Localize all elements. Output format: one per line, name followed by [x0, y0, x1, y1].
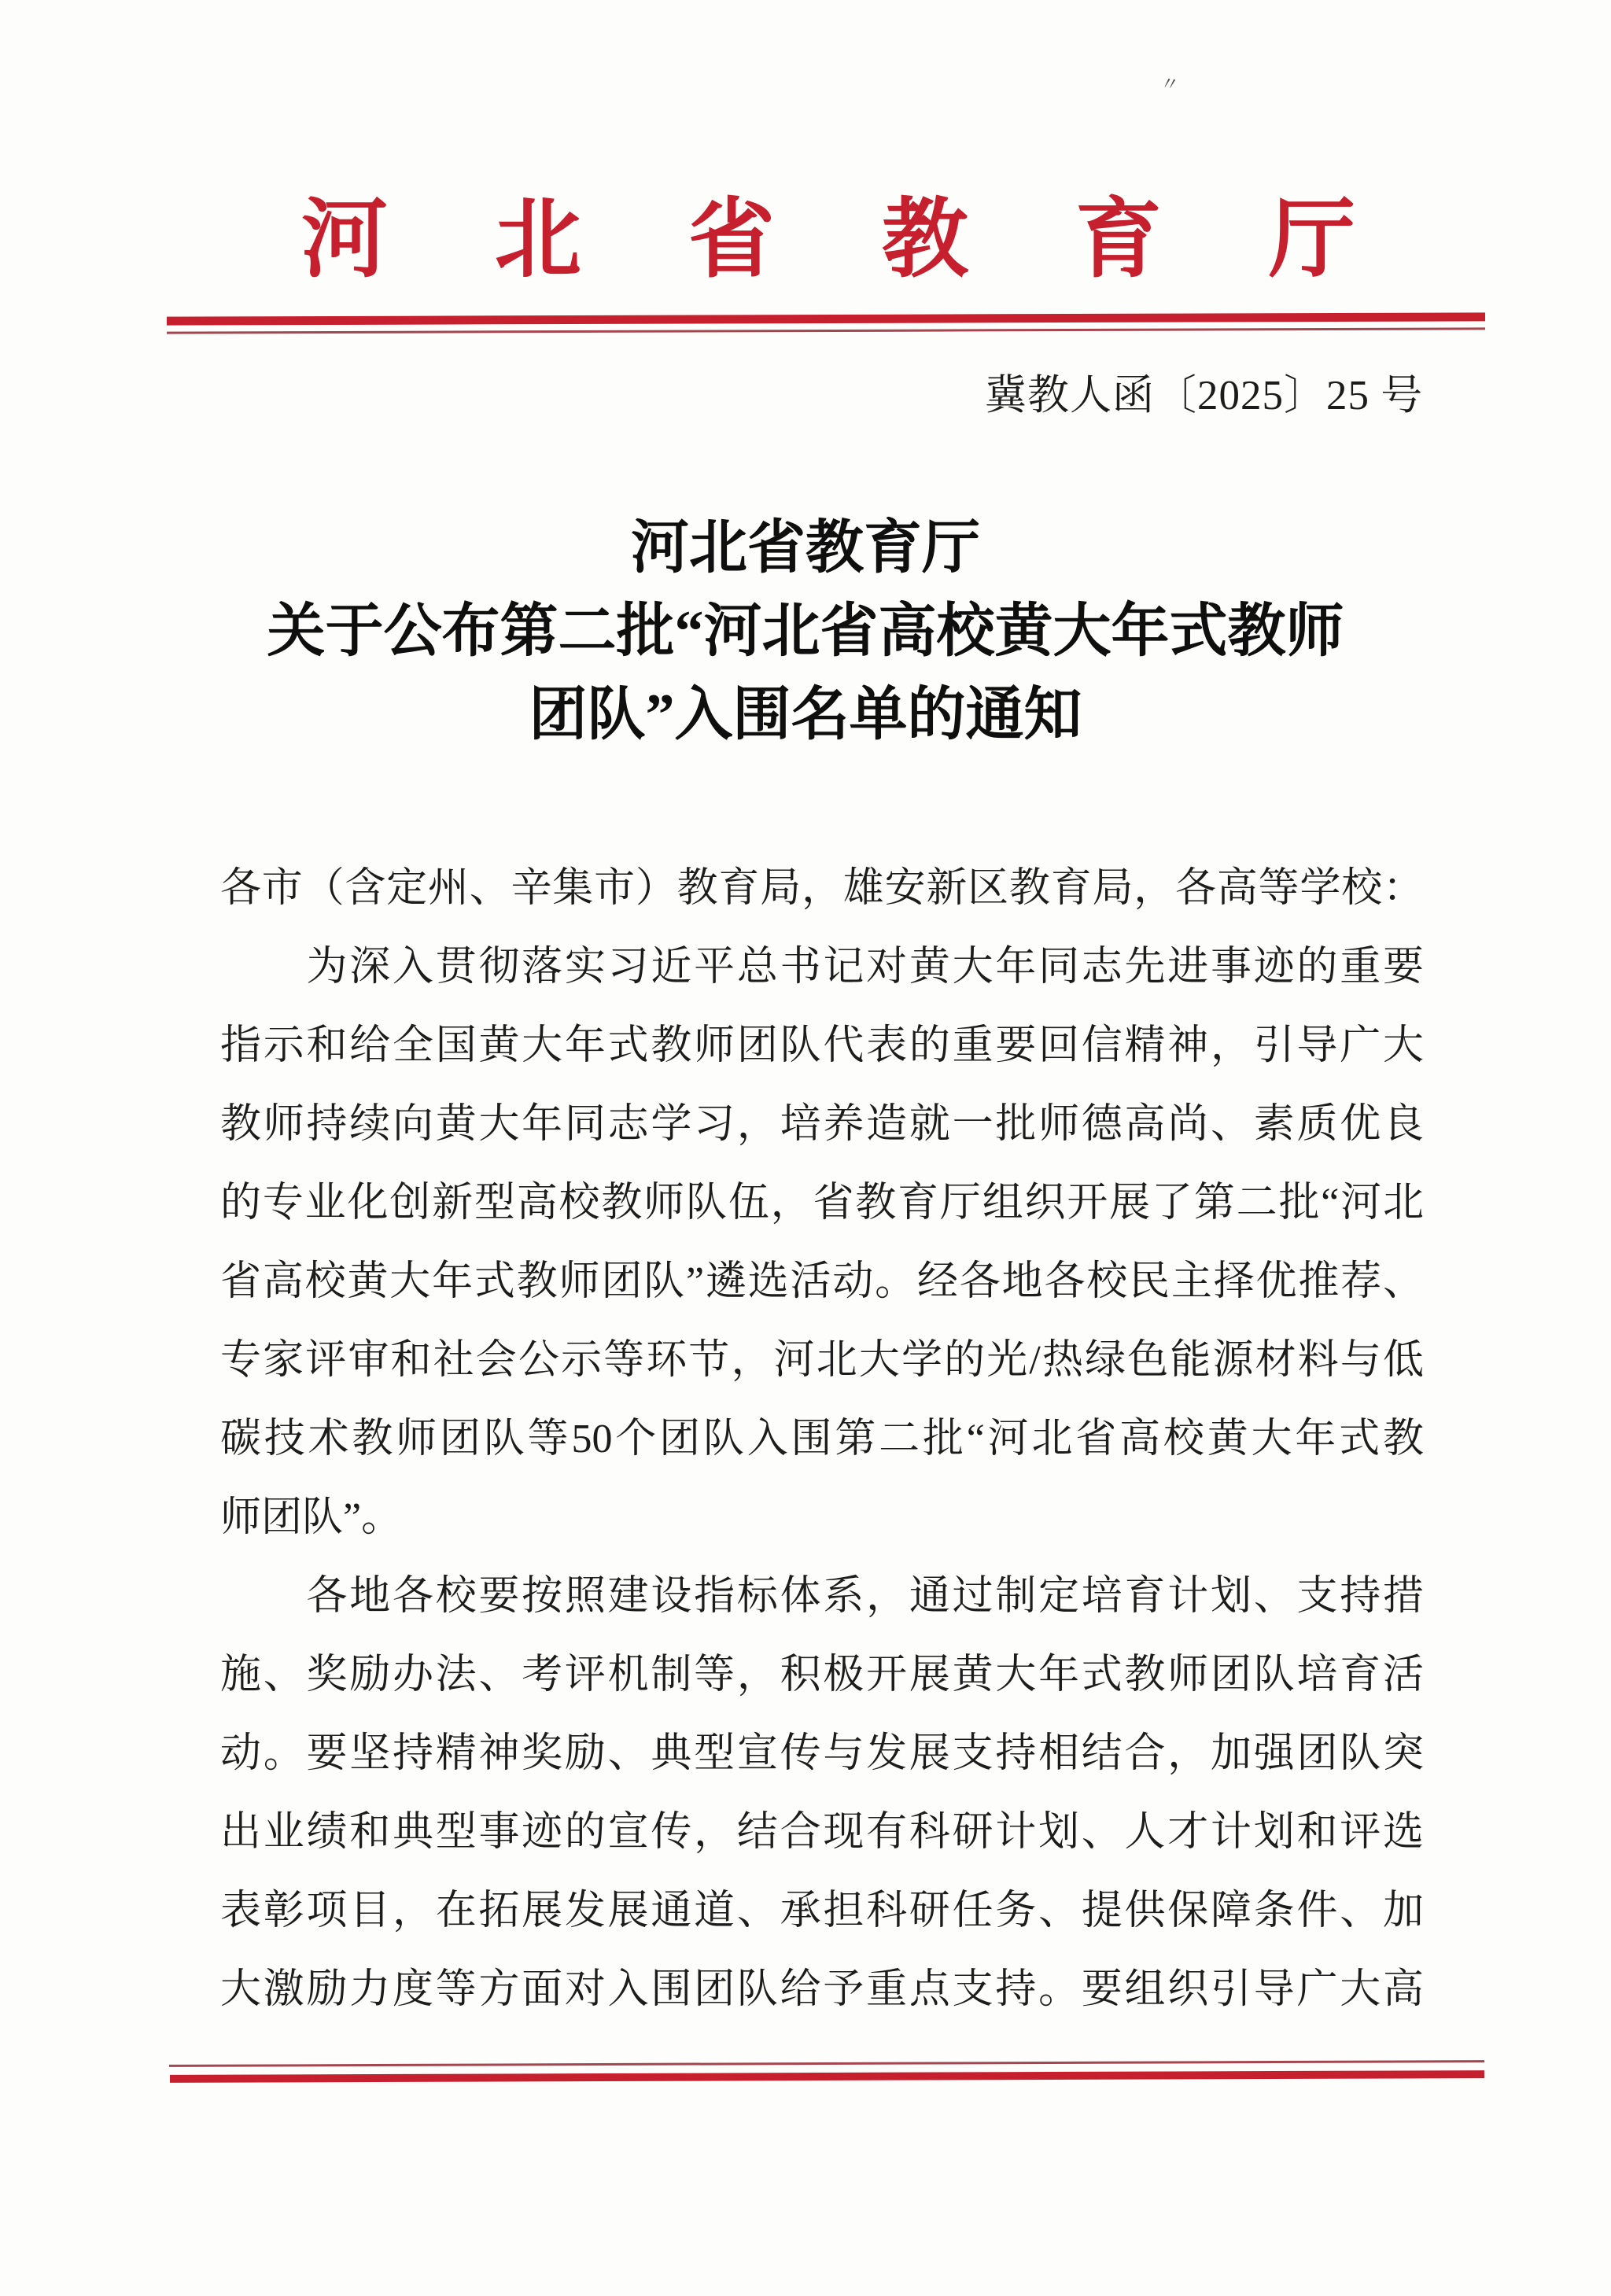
document-number: 冀教人函〔2025〕25 号	[985, 373, 1424, 418]
body-line: 各市（含定州、辛集市）教育局，雄安新区教育局，各高等学校：	[220, 866, 1424, 911]
scan-artifact-mark: 〃	[1159, 73, 1181, 97]
notice-title-line2: 关于公布第二批“河北省高校黄大年式教师	[267, 599, 1344, 664]
body-line: 表彰项目，在拓展发展通道、承担科研任务、提供保障条件、加	[220, 1889, 1424, 1933]
body-line: 动。要坚持精神奖励、典型宣传与发展支持相结合，加强团队突	[220, 1731, 1424, 1776]
body-line: 专家评审和社会公示等环节，河北大学的光/热绿色能源材料与低	[220, 1338, 1424, 1383]
body-line: 施、奖励办法、考评机制等，积极开展黄大年式教师团队培育活	[220, 1653, 1424, 1697]
notice-body	[220, 849, 1424, 2029]
body-line: 大激励力度等方面对入围团队给予重点支持。要组织引导广大高	[220, 1967, 1424, 2012]
notice-title	[0, 507, 1611, 757]
letterhead-rule-thick	[167, 312, 1485, 325]
notice-title-line3: 团队”入围名单的通知	[529, 683, 1082, 747]
body-line: 师团队”。	[220, 1495, 403, 1540]
body-line: 出业绩和典型事迹的宣传，结合现有科研计划、人才计划和评选	[220, 1810, 1424, 1855]
footer-rule-thin	[169, 2060, 1484, 2067]
footer-rule-thick	[170, 2070, 1484, 2083]
letterhead-agency-name: 河北省教育厅	[301, 192, 1462, 288]
body-line: 各地各校要按照建设指标体系，通过制定培育计划、支持措	[220, 1574, 1424, 1619]
body-line: 省高校黄大年式教师团队”遴选活动。经各地各校民主择优推荐、	[220, 1259, 1424, 1304]
body-line: 碳技术教师团队等50个团队入围第二批“河北省高校黄大年式教	[220, 1417, 1424, 1461]
body-line: 为深入贯彻落实习近平总书记对黄大年同志先进事迹的重要	[220, 945, 1424, 990]
notice-title-line1: 河北省教育厅	[631, 516, 980, 580]
body-line: 指示和给全国黄大年式教师团队代表的重要回信精神，引导广大	[220, 1023, 1424, 1068]
body-line: 教师持续向黄大年同志学习，培养造就一批师德高尚、素质优良	[220, 1102, 1424, 1147]
letterhead-rule-thin	[167, 327, 1485, 334]
body-line: 的专业化创新型高校教师队伍，省教育厅组织开展了第二批“河北	[220, 1181, 1424, 1225]
